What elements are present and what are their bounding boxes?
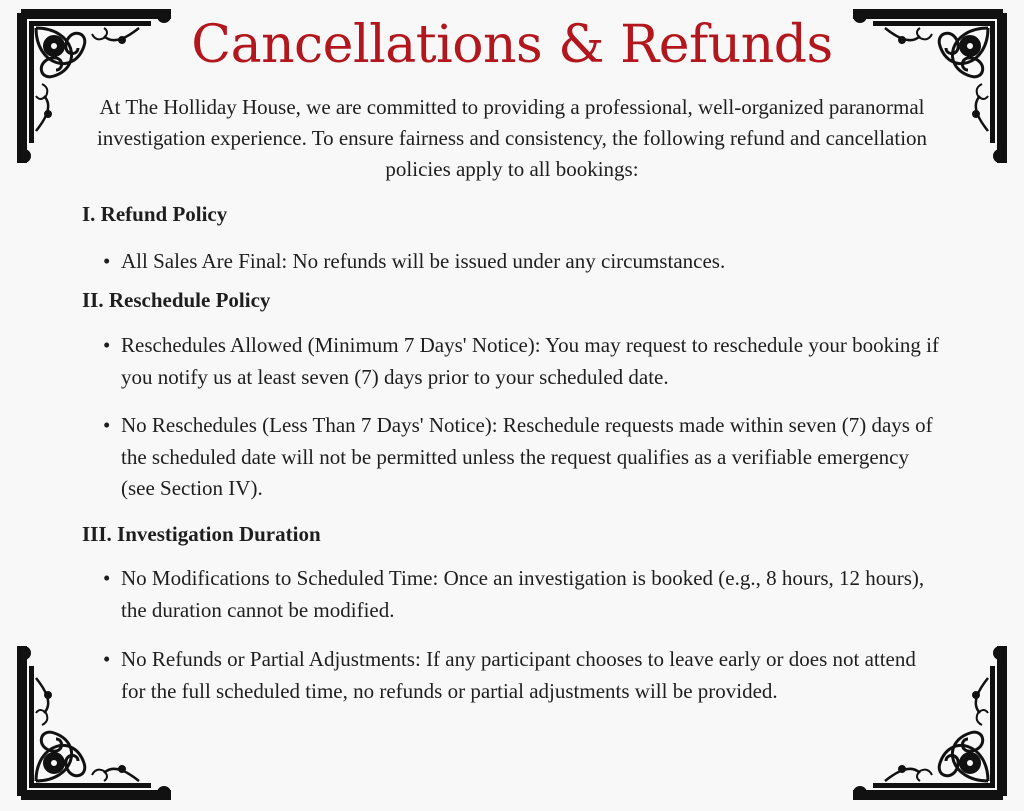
policy-list <box>82 246 962 278</box>
section-heading: III. Investigation Duration <box>82 522 321 546</box>
bullet-icon: • <box>103 647 111 671</box>
policy-list <box>82 330 962 505</box>
section-heading: II. Reschedule Policy <box>82 288 271 312</box>
section-heading: I. Refund Policy <box>82 202 228 226</box>
bullet-icon: • <box>103 566 111 590</box>
list-item-text: All Sales Are Final: No refunds will be issued under any circumstances. <box>121 249 726 273</box>
reschedule-policy-section <box>82 286 962 505</box>
bullet-icon: • <box>103 333 111 357</box>
refund-policy-section <box>82 200 962 278</box>
list-item <box>82 246 941 278</box>
bullet-icon: • <box>103 249 111 273</box>
page-title: Cancellations & Refunds <box>191 15 833 75</box>
investigation-duration-section <box>82 520 962 707</box>
bullet-icon: • <box>103 413 111 437</box>
list-item-text: No Reschedules (Less Than 7 Days' Notice): Reschedule requests made within seven (7) days of the scheduled date will not be permitted unless the request qualifies as a verifiable emergency (see Section IV). <box>121 413 933 500</box>
intro-paragraph: At The Holliday House, we are committed to providing a professional, well-organized paranormal investigation experience. To ensure fairness and consistency, the following refund and cancellation policies apply to all bookings: <box>96 95 928 181</box>
list-item-text: No Refunds or Partial Adjustments: If any participant chooses to leave early or does not attend for the full scheduled time, no refunds or partial adjustments will be provided. <box>121 647 916 703</box>
policy-list <box>82 563 962 707</box>
list-item <box>82 563 941 626</box>
list-item-text: Reschedules Allowed (Minimum 7 Days' Notice): You may request to reschedule your booking if you notify us at least seven (7) days prior to your scheduled date. <box>121 333 939 389</box>
list-item <box>82 644 941 707</box>
list-item <box>82 410 941 505</box>
list-item-text: No Modifications to Scheduled Time: Once an investigation is booked (e.g., 8 hours, 12 hours), the duration cannot be modified. <box>121 566 925 622</box>
list-item <box>82 330 941 393</box>
